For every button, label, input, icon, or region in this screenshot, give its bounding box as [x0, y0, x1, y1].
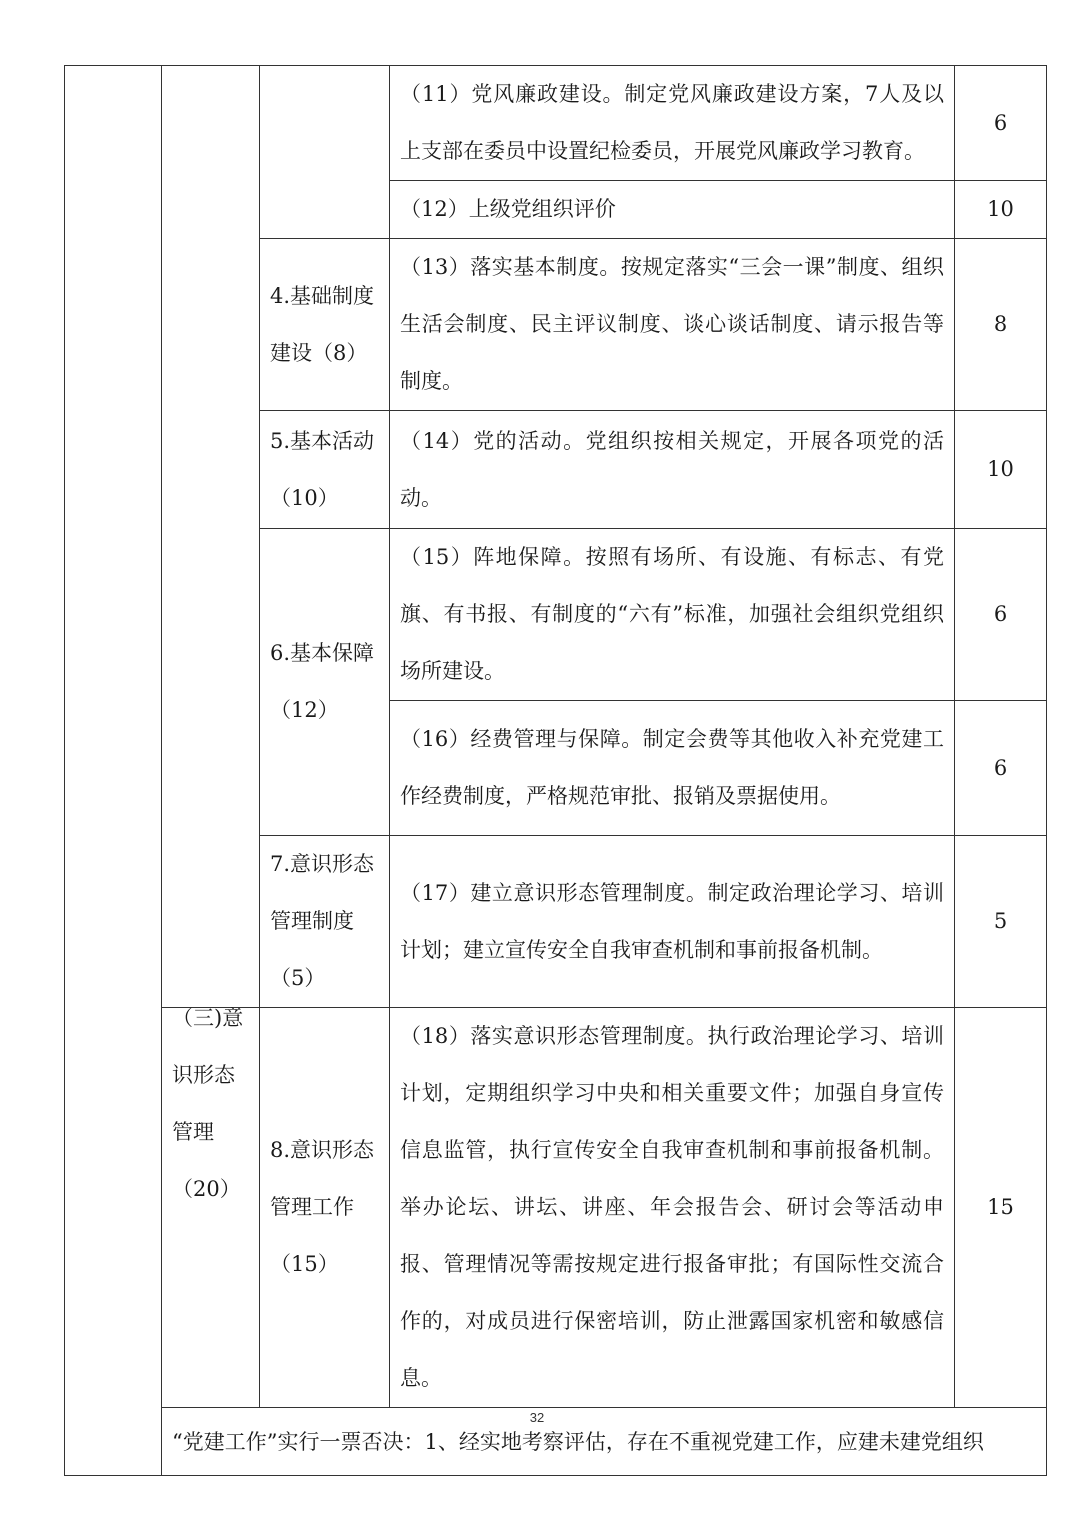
- category-ideology: （三)意识形态管理（20）: [162, 1008, 260, 1408]
- table-row: [65, 1008, 1047, 1408]
- item-content-16: （16）经费管理与保障。制定会费等其他收入补充党建工作经费制度，严格规范审批、报销及票据使用。: [390, 701, 955, 836]
- footer-note-cell: “党建工作”实行一票否决：1、经实地考察评估，存在不重视党建工作，应建未建党组织: [162, 1408, 1047, 1476]
- subcategory-ideology-system: 7.意识形态管理制度（5）: [260, 836, 390, 1008]
- item-score-16: 6: [955, 701, 1047, 836]
- subcategory-ideology-work: 8.意识形态管理工作（15）: [260, 1008, 390, 1408]
- item-score-18: 15: [955, 1008, 1047, 1408]
- item-content-15: （15）阵地保障。按照有场所、有设施、有标志、有党旗、有书报、有制度的“六有”标准，加强社会组织党组织场所建设。: [390, 529, 955, 701]
- table-row: [65, 66, 1047, 181]
- item-content-14: （14）党的活动。党组织按相关规定，开展各项党的活动。: [390, 411, 955, 529]
- evaluation-table: [64, 65, 1047, 1476]
- item-score-11: 6: [955, 66, 1047, 181]
- item-content-11: （11）党风廉政建设。制定党风廉政建设方案，7人及以上支部在委员中设置纪检委员，开展党风廉政学习教育。: [390, 66, 955, 181]
- item-content-13: （13）落实基本制度。按规定落实“三会一课”制度、组织生活会制度、民主评议制度、谈心谈话制度、请示报告等制度。: [390, 239, 955, 411]
- subcategory-basic-activity: 5.基本活动（10）: [260, 411, 390, 529]
- item-score-15: 6: [955, 529, 1047, 701]
- item-score-17: 5: [955, 836, 1047, 1008]
- subcategory-basic-guarantee: 6.基本保障（12）: [260, 529, 390, 836]
- subcategory-cell-previous: [260, 66, 390, 239]
- category-cell-previous: [162, 66, 260, 1008]
- subcategory-basic-system: 4.基础制度建设（8）: [260, 239, 390, 411]
- item-content-12: （12）上级党组织评价: [390, 181, 955, 239]
- item-score-13: 8: [955, 239, 1047, 411]
- item-content-17: （17）建立意识形态管理制度。制定政治理论学习、培训计划；建立宣传安全自我审查机制和事前报备机制。: [390, 836, 955, 1008]
- first-column-cell: [65, 66, 162, 1476]
- page-number: 32: [529, 1410, 545, 1425]
- item-content-18: （18）落实意识形态管理制度。执行政治理论学习、培训计划，定期组织学习中央和相关重要文件；加强自身宣传信息监管，执行宣传安全自我审查机制和事前报备机制。举办论坛、讲坛、讲座、年会报告会、研讨会等活动申报、管理情况等需按规定进行报备审批；有国际性交流合作的，对成员进行保密培训，防止泄露国家机密和敏感信息。: [390, 1008, 955, 1408]
- item-score-12: 10: [955, 181, 1047, 239]
- item-score-14: 10: [955, 411, 1047, 529]
